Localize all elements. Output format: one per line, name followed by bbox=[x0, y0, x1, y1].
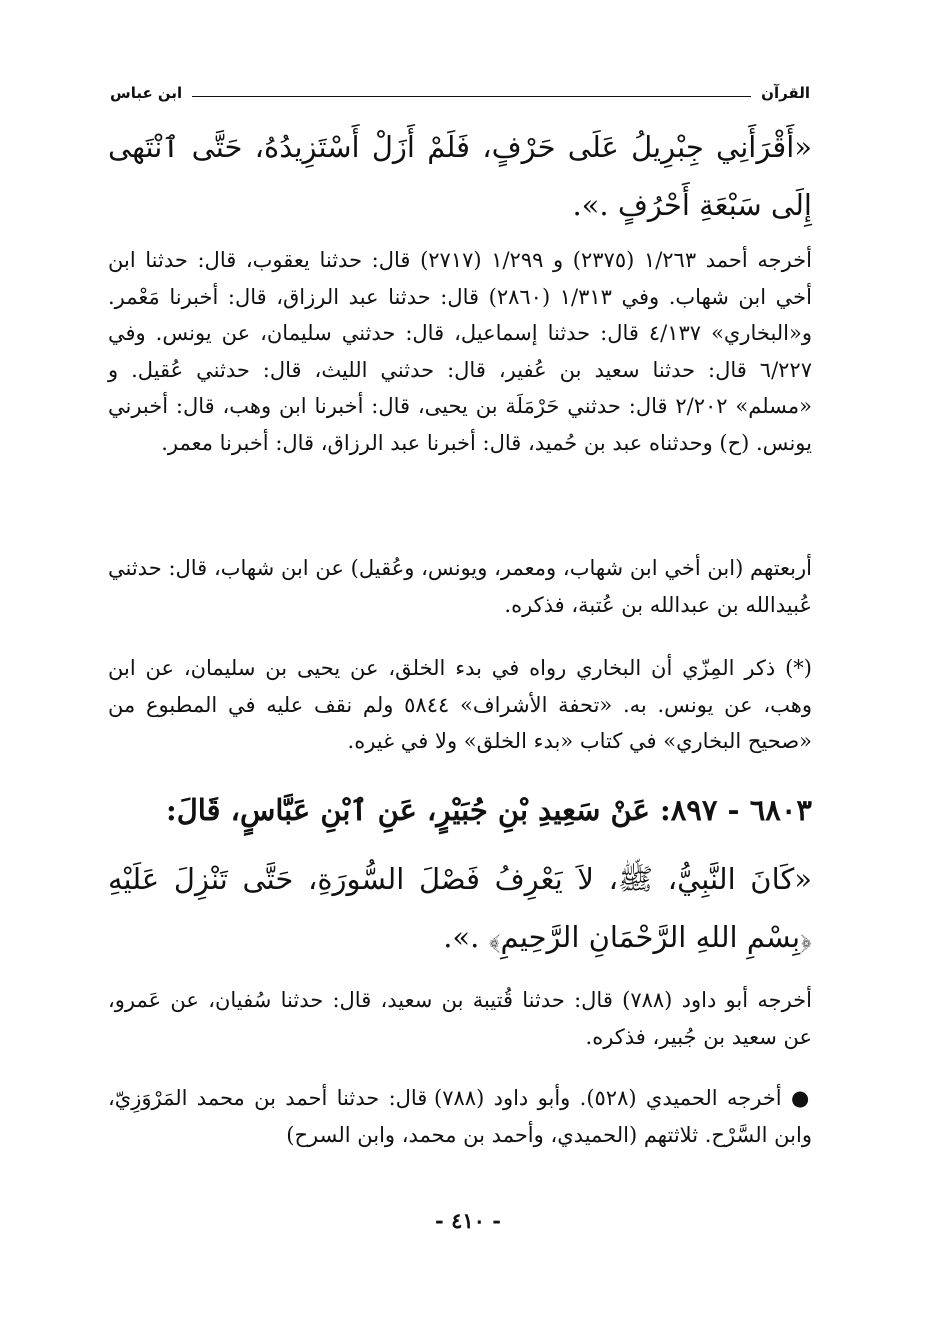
hadith-2-text: «كَانَ النَّبِيُّ، ﷺ، لاَ يَعْرِفُ فَصْلَ السُّورَةِ، حَتَّى تَنْزِلَ عَلَيْهِ ﴿بِسْمِ اللهِ الرَّحْمَانِ الرَّحِيمِ﴾ .». bbox=[108, 862, 812, 954]
hadith-text-2 bbox=[108, 850, 812, 966]
takhrij-3-text: ● أخرجه الحميدي (٥٢٨). وأبو داود (٧٨٨) قال: حدثنا أحمد بن محمد المَرْوَزِيّ، وابن السَّرْح. ثلاثتهم (الحميدي، وأحمد بن محمد، وابن السرح) bbox=[108, 1086, 812, 1147]
arbaatuhum-text: أربعتهم (ابن أخي ابن شهاب، ومعمر، ويونس، وعُقيل) عن ابن شهاب، قال: حدثني عُبيدالله بن عبدالله بن عُتبة، فذكره. bbox=[108, 556, 812, 617]
footnote-paragraph bbox=[108, 650, 812, 760]
running-header bbox=[110, 78, 810, 108]
arbaatuhum-paragraph bbox=[108, 550, 812, 623]
hadith-heading-2 bbox=[108, 790, 812, 830]
page-number: - ٤١٠ - bbox=[435, 1208, 501, 1233]
takhrij-paragraph-2 bbox=[108, 982, 812, 1055]
hadith-text-1 bbox=[108, 118, 812, 234]
footnote-text: (*) ذكر المِزّي أن البخاري رواه في بدء الخلق، عن يحيى بن سليمان، عن ابن وهب، عن يونس. به. «تحفة الأشراف» ٥٨٤٤ ولم نقف عليه في المطبوع من «صحيح البخاري» في كتاب «بدء الخلق» ولا في غيره. bbox=[108, 656, 812, 753]
takhrij-1-text: أخرجه أحمد ١/٢٦٣ (٢٣٧٥) و ١/٢٩٩ (٢٧١٧) قال: حدثنا يعقوب، قال: حدثنا ابن أخي ابن شهاب. وفي ١/٣١٣ (٢٨٦٠) قال: حدثنا عبد الرزاق، قال: أخبرنا مَعْمر. و«البخاري» ٤/١٣٧ قال: حدثنا إسماعيل، قال: حدثني سليمان، عن يونس. وفي ٦/٢٢٧ قال: حدثنا سعيد بن عُفير، قال: حدثني الليث، قال: حدثني عُقيل. و «مسلم» ٢/٢٠٢ قال: حدثني حَرْمَلَة بن يحيى، قال: أخبرنا ابن وهب، قال: أخبرني يونس. (ح) وحدثناه عبد بن حُميد، قال: أخبرنا عبد الرزاق، قال: أخبرنا معمر. bbox=[108, 248, 813, 455]
header-rule bbox=[192, 96, 751, 97]
hadith-1-text: «أَقْرَأَنِي جِبْرِيلُ عَلَى حَرْفٍ، فَلَمْ أَزَلْ أَسْتَزِيدُهُ، حَتَّى ٱنْتَهى إِلَى سَبْعَةِ أَحْرُفٍ .». bbox=[108, 130, 812, 222]
header-title-right: القرآن bbox=[761, 84, 810, 102]
header-title-left: ابن عباس bbox=[110, 84, 183, 102]
takhrij-paragraph-3 bbox=[108, 1080, 812, 1153]
takhrij-2-text: أخرجه أبو داود (٧٨٨) قال: حدثنا قُتيبة بن سعيد، قال: حدثنا سُفيان، عن عَمرو، عن سعيد بن جُبير، فذكره. bbox=[108, 988, 812, 1049]
hadith-2-heading-text: ٦٨٠٣ - ٨٩٧: عَنْ سَعِيدِ بْنِ جُبَيْرٍ، عَنِ ٱبْنِ عَبَّاسٍ، قَالَ: bbox=[166, 793, 812, 827]
takhrij-paragraph-1 bbox=[108, 242, 812, 461]
